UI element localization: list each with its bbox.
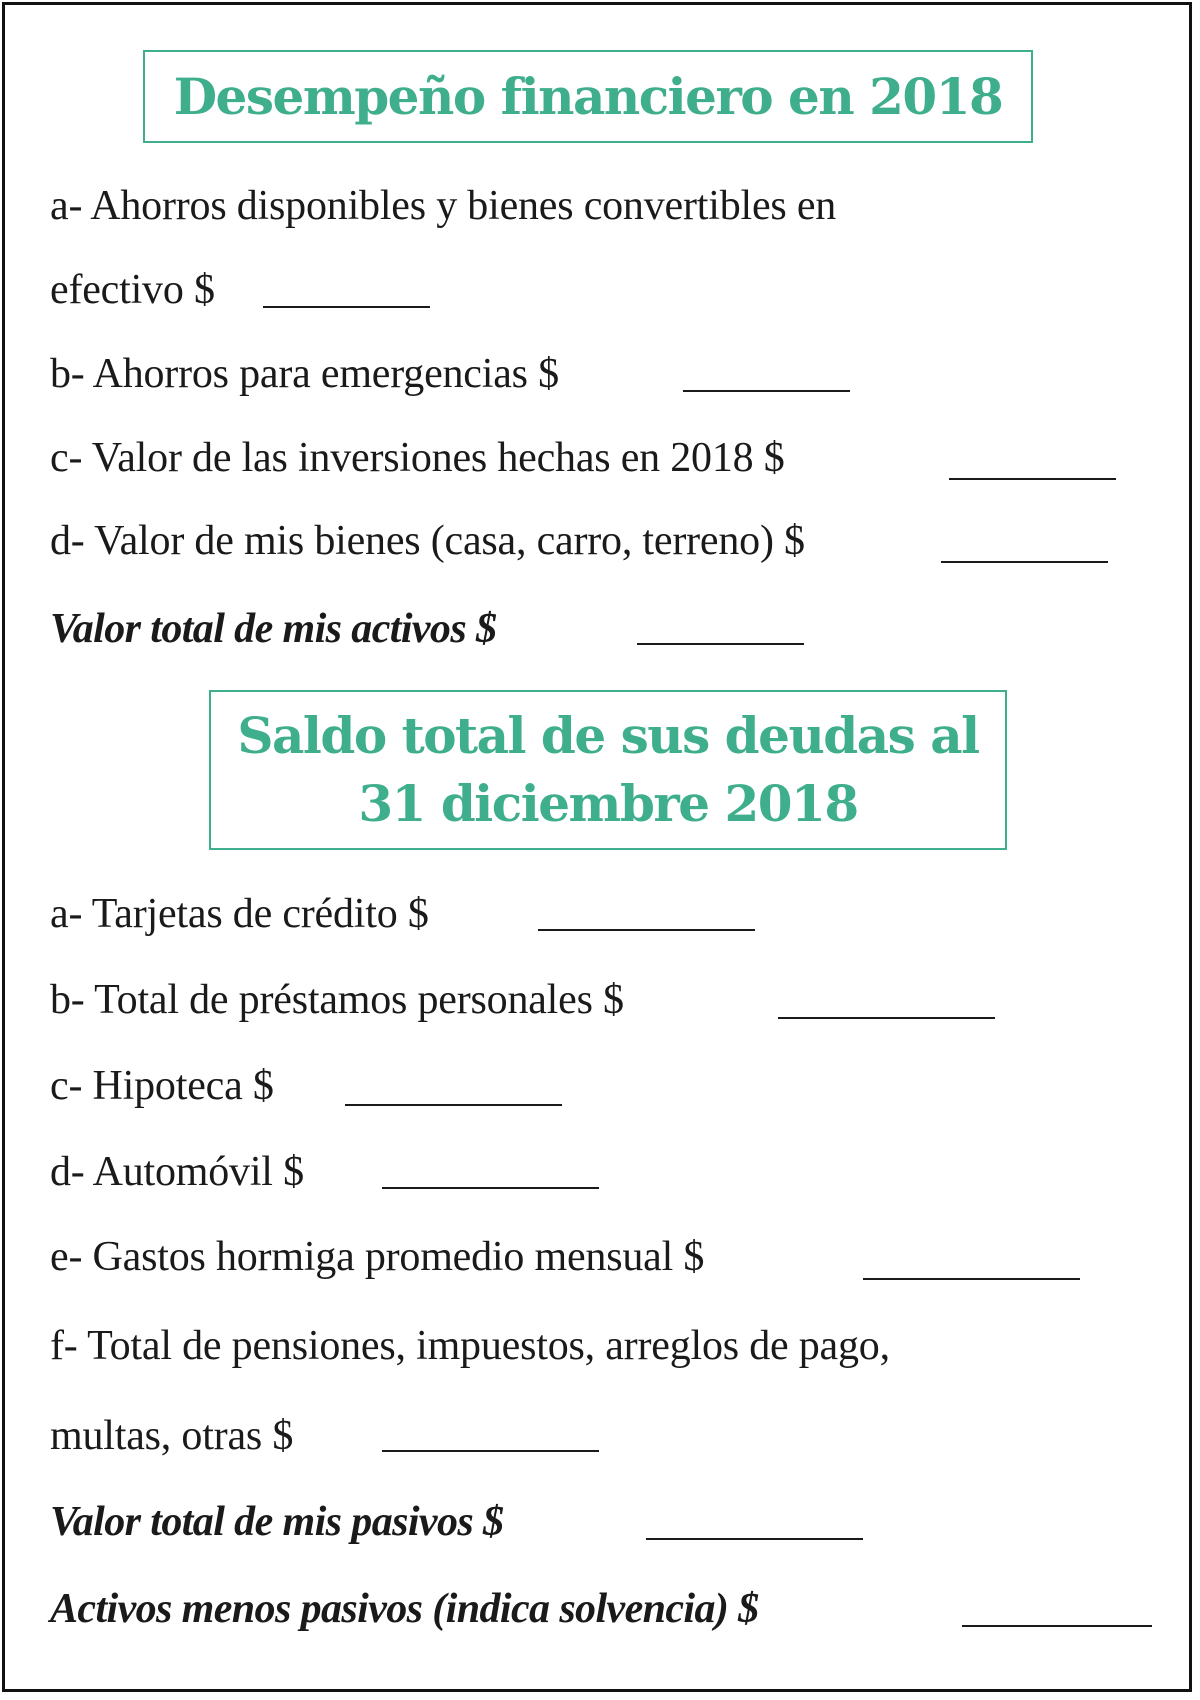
fill-in-blank[interactable] [345,1104,562,1106]
total-line: Activos menos pasivos (indica solvencia) $ [50,1586,759,1632]
item-line: efectivo $ [50,267,215,313]
item-line: c- Hipoteca $ [50,1063,274,1109]
section-title-box [143,50,1033,143]
fill-in-blank[interactable] [382,1187,599,1189]
section-title: Saldo total de sus deudas al 31 diciembre 2018 [237,706,979,833]
item-line: multas, otras $ [50,1413,294,1459]
fill-in-blank[interactable] [646,1538,863,1540]
fill-in-blank[interactable] [538,929,755,931]
total-line: Valor total de mis activos $ [50,606,497,652]
fill-in-blank[interactable] [382,1450,599,1452]
total-line: Valor total de mis pasivos $ [50,1499,504,1545]
item-line: a- Ahorros disponibles y bienes convertibles en [50,183,837,229]
item-line: b- Total de préstamos personales $ [50,977,624,1023]
fill-in-blank[interactable] [962,1625,1152,1627]
fill-in-blank[interactable] [941,561,1108,563]
item-line: a- Tarjetas de crédito $ [50,891,429,937]
item-line: d- Valor de mis bienes (casa, carro, terreno) $ [50,518,805,564]
fill-in-blank[interactable] [863,1278,1080,1280]
fill-in-blank[interactable] [778,1017,995,1019]
item-line: f- Total de pensiones, impuestos, arreglos de pago, [50,1323,890,1369]
section-title-box [209,690,1007,850]
fill-in-blank[interactable] [683,390,850,392]
fill-in-blank[interactable] [637,643,804,645]
section-title: Desempeño financiero en 2018 [173,66,1003,126]
item-line: e- Gastos hormiga promedio mensual $ [50,1234,705,1280]
item-line: d- Automóvil $ [50,1149,304,1195]
fill-in-blank[interactable] [949,478,1116,480]
fill-in-blank[interactable] [263,306,430,308]
item-line: c- Valor de las inversiones hechas en 2018 $ [50,435,785,481]
item-line: b- Ahorros para emergencias $ [50,351,559,397]
